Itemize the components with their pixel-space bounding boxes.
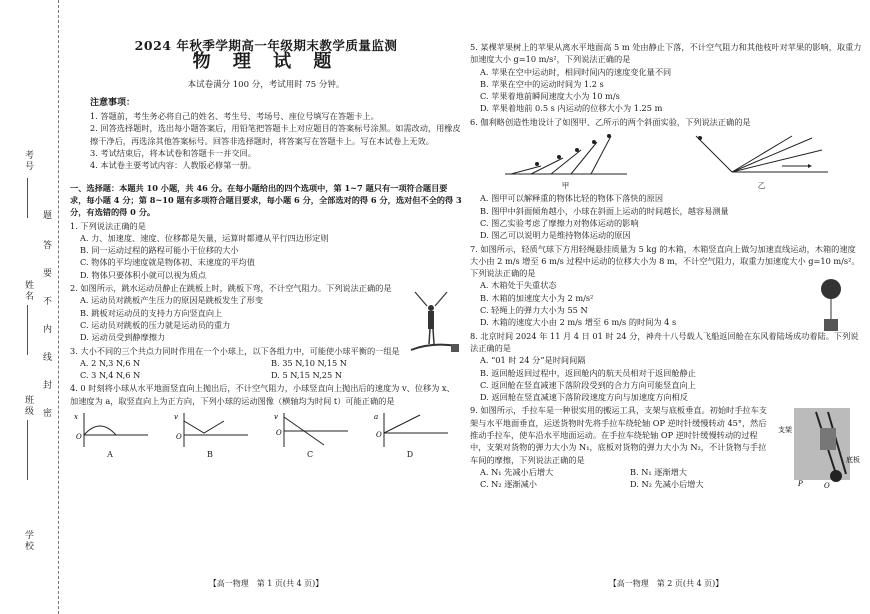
page-footer-left: 【高一物理 第 1 页(共 4 页)】 — [208, 579, 324, 588]
option: C. 返回舱在竖直减速下落阶段受到的合力方向可能竖直向上 — [480, 379, 696, 390]
page-2 — [470, 0, 862, 614]
question-stem: 6. 伽利略创造性地设计了如图甲、乙所示的两个斜面实验，下列说法正确的是 — [470, 116, 751, 127]
option: B. 跳板对运动员的支持力方向竖直向上 — [80, 307, 223, 318]
question-1 — [70, 220, 462, 281]
figure-label: P — [798, 480, 803, 489]
option: A. 力、加速度、速度、位移都是矢量，运算时都遵从平行四边形定则 — [80, 232, 329, 243]
question-stem: 2. 如图所示，跳水运动员静止在跳板上时，跳板下弯，不计空气阻力。下列说法正确的是 — [70, 283, 392, 294]
svg-text:O: O — [176, 433, 182, 442]
seal-char: 密 — [41, 408, 51, 419]
seal-char: 不 — [41, 296, 51, 307]
option: D. 苹果着地前 0.5 s 内运动的位移大小为 1.25 m — [480, 103, 663, 114]
graph-d — [370, 411, 450, 461]
notice-item: 4. 本试卷主要考试内容：人教版必修第一册。 — [90, 160, 256, 171]
option: D. 返回舱在竖直减速下落阶段速度方向与加速度方向相反 — [480, 392, 688, 403]
figure-jia — [501, 132, 631, 192]
question-5 — [470, 41, 862, 115]
graph-label: D — [406, 450, 414, 460]
option: B. 同一运动过程的路程可能小于位移的大小 — [80, 245, 239, 256]
svg-text:O: O — [376, 431, 382, 440]
question-8 — [470, 330, 862, 404]
question-7 — [470, 243, 862, 329]
axis-label: x — [74, 413, 78, 422]
page-1 — [70, 0, 462, 614]
graph-label: A — [107, 450, 113, 460]
option: C. 轻绳上的弹力大小为 55 N — [480, 305, 588, 316]
page-footer-right: 【高一物理 第 2 页(共 4 页)】 — [608, 579, 724, 588]
option: C. 苹果着地前瞬间速度大小为 10 m/s — [480, 91, 620, 102]
option: A. 苹果在空中运动时，相同时间内的速度变化量不同 — [480, 66, 672, 77]
question-stem: 7. 如图所示，轻质气球下方用轻绳悬挂质量为 5 kg 的木箱，木箱竖直向上做匀加速直线运动，木箱的速度大小由 2 m/s 增至 6 m/s 过程中运动的位移大小为 8 m，不计空气阻力，取重力加速度大小 g=10 m/s²。下列说法正确的是 — [470, 243, 860, 279]
label-school: 学校 — [23, 530, 33, 552]
option: C. N₂ 逐渐减小 — [480, 479, 537, 490]
option: D. 物体只要体积小就可以视为质点 — [80, 269, 207, 280]
question-4 — [70, 382, 462, 461]
seal-char: 封 — [41, 380, 51, 391]
question-stem: 3. 大小不同的三个共点力同时作用在一个小球上，以下各组力中，可能使小球平衡的一组是 — [70, 345, 400, 356]
label-exam-number: 考号 — [23, 150, 33, 172]
option: C. 物体的平均速度就是物体初、末速度的平均值 — [80, 257, 255, 268]
incline-figures — [470, 132, 862, 192]
notice-item: 2. 回答选择题时，选出每小题答案后，用铅笔把答题卡上对应题目的答案标号涂黑。如需改动，用橡皮擦干净后，再选涂其他答案标号。回答非选择题时，将答案写在答题卡上。写在本试卷上无效。 — [90, 123, 461, 146]
diver-figure — [407, 286, 462, 354]
option: C. 运动员对跳板的压力就是运动员的重力 — [80, 319, 231, 330]
question-stem: 8. 北京时间 2024 年 11 月 4 日 01 时 24 分，神舟十八号载人飞船返回舱在东风着陆场成功着陆。下列说法正确的是 — [470, 330, 859, 353]
figure-caption: 甲 — [561, 181, 570, 191]
figure-caption: 乙 — [757, 181, 766, 191]
question-stem: 4. 0 时刻将小球从水平地面竖直向上抛出后，不计空气阻力，小球竖直向上抛出后的速度为 v、位移为 x、加速度为 a，取竖直向上为正方向，下列小球的运动图像（横轴均为时间 t）可能正确的是 — [70, 383, 455, 406]
seal-char: 题 — [41, 210, 51, 221]
notice-item: 1. 答题前，考生务必将自己的姓名、考生号、考场号、座位号填写在答题卡上。 — [90, 111, 379, 122]
seal-char: 要 — [41, 268, 51, 279]
question-2 — [70, 282, 462, 343]
option: A. 木箱处于失重状态 — [480, 280, 557, 291]
question-stem: 1. 下列说法正确的是 — [70, 220, 146, 231]
figure-label: 底板 — [846, 456, 860, 465]
question-6 — [470, 116, 862, 242]
question-stem: 5. 某棵苹果树上的苹果从离水平地面高 5 m 处由静止下落，不计空气阻力和其他枝叶对苹果的影响，取重力加速度大小 g=10 m/s²，下列说法正确的是 — [470, 42, 862, 65]
option: A. N₁ 先减小后增大 — [480, 466, 554, 477]
option: D. 木箱的速度大小由 2 m/s 增至 6 m/s 的时间为 4 s — [480, 317, 677, 328]
seal-char: 线 — [41, 352, 51, 363]
axis-label: a — [374, 413, 379, 422]
figure-label: O — [824, 482, 830, 491]
section-heading: 一、选择题：本题共 10 小题，共 46 分。在每小题给出的四个选项中，第 1~7 题只有一项符合题目要求，每小题 4 分；第 8~10 题有多项符合题目要求，每小题 6 分，全部选对的得 6 分，选对但不全的得 3 分，有选错的得 0 分。 — [70, 182, 462, 218]
graph-c — [270, 411, 350, 461]
axis-label: v — [174, 413, 178, 422]
exam-title: 2024 年秋季学期高一年级期末教学质量监测 — [134, 38, 398, 53]
option: B. 苹果在空中的运动时间为 1.2 s — [480, 78, 604, 89]
option: B. 返回舱返回过程中，返回舱内的航天员相对于返回舱静止 — [480, 367, 696, 378]
option: B. 35 N,10 N,15 N — [271, 357, 347, 368]
option: A. 图甲可以解释重的物体比轻的物体下落快的原因 — [480, 193, 664, 204]
label-name: 姓名 — [23, 280, 33, 302]
option: B. 图甲中斜面倾角越小，小球在斜面上运动的时间越长，越容易测量 — [480, 205, 729, 216]
option: D. 图乙可以说明力是维持物体运动的原因 — [480, 230, 631, 241]
graph-a — [70, 411, 150, 461]
graph-label: B — [207, 450, 213, 460]
figure-yi — [692, 132, 832, 192]
option: D. 运动员受到静摩擦力 — [80, 332, 166, 343]
figure-label: 支架 — [778, 426, 792, 435]
motion-graphs — [70, 411, 450, 461]
svg-text:O: O — [276, 429, 282, 438]
seal-char: 答 — [41, 240, 51, 251]
seal-char: 内 — [41, 324, 51, 335]
option: B. N₁ 逐渐增大 — [630, 466, 688, 477]
graph-label: C — [306, 450, 314, 460]
option: D. 5 N,15 N,25 N — [271, 370, 342, 381]
option: C. 3 N,4 N,6 N — [80, 370, 141, 381]
option: A. “01 时 24 分”是时间间隔 — [480, 355, 586, 366]
option: C. 图乙实验考虑了摩擦力对物体运动的影响 — [480, 217, 639, 228]
option: D. N₂ 先减小后增大 — [630, 479, 704, 490]
option: A. 运动员对跳板产生压力的原因是跳板发生了形变 — [80, 295, 264, 306]
hand-truck-figure — [776, 404, 862, 490]
question-9 — [470, 404, 862, 490]
binding-margin — [0, 0, 59, 614]
svg-text:O: O — [76, 433, 82, 442]
notice-heading: 注意事项： — [90, 97, 136, 108]
option: A. 2 N,3 N,6 N — [80, 357, 141, 368]
notice-item: 3. 考试结束后，将本试卷和答题卡一并交回。 — [90, 148, 256, 159]
axis-label: v — [274, 413, 278, 422]
balloon-figure — [814, 277, 848, 333]
subject-title: 物 理 试 题 — [192, 51, 340, 73]
question-stem: 9. 如图所示，手拉车是一种很实用的搬运工具，支架与底板垂直。初始时手拉车支架与水平地面垂直，运送货物时先将手拉车绕轮轴 OP 逆时针缓慢转动 45°，然后推动手拉车，使车沿水平地面运动。在手拉车绕轮轴 OP 逆时针缓慢转动的过程中，支架对货物的弹力大小为 N₁，底板对货物的弹力大小为 N₂，不计货物与手拉车间的摩擦，下列说法正确的是 — [470, 405, 767, 465]
graph-b — [170, 411, 250, 461]
exam-info: 本试卷满分 100 分，考试用时 75 分钟。 — [187, 79, 345, 90]
label-class: 班级 — [23, 395, 33, 417]
question-3 — [70, 345, 462, 382]
option: B. 木箱的加速度大小为 2 m/s² — [480, 292, 594, 303]
